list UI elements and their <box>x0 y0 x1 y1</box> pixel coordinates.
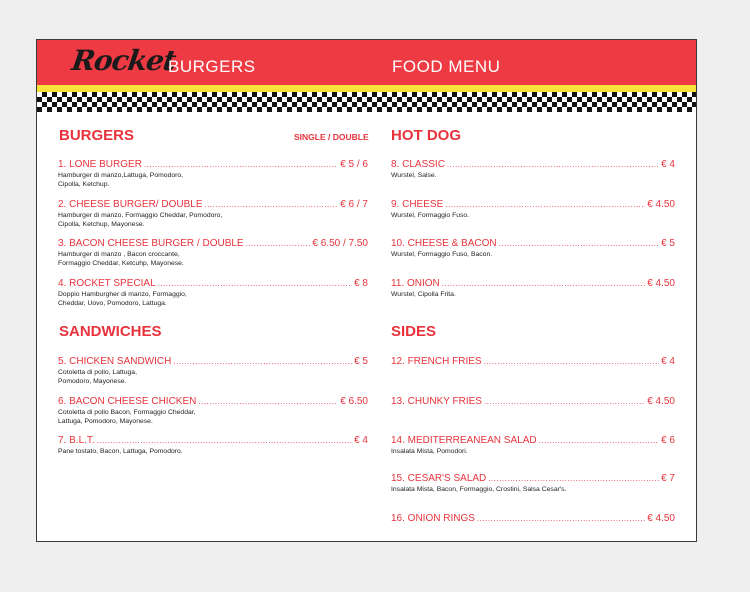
dot-leader <box>198 397 338 406</box>
item-description <box>391 211 675 220</box>
sides-item <box>391 473 675 494</box>
dot-leader <box>488 474 659 483</box>
hotdog-item <box>391 238 675 259</box>
item-name: 7. B.L.T. <box>58 435 95 446</box>
dot-leader <box>484 397 645 406</box>
item-row <box>58 159 368 170</box>
item-description <box>58 171 368 189</box>
item-name: 10. CHEESE & BACON <box>391 238 497 249</box>
item-description <box>58 211 368 229</box>
burgers-item <box>58 238 368 268</box>
item-row <box>58 356 368 367</box>
description-line: Cipolla, Ketchup. <box>58 181 110 188</box>
item-description <box>58 368 368 386</box>
item-price: € 4 <box>354 435 368 446</box>
item-name: 15. CESAR'S SALAD <box>391 473 487 484</box>
dot-leader <box>499 239 660 248</box>
description-line: Doppio Hamburgher di manzo, Formaggio, <box>58 291 187 298</box>
item-name: 8. CLASSIC <box>391 159 445 170</box>
item-name: 3. BACON CHEESE BURGER / DOUBLE <box>58 238 244 249</box>
item-name: 16. ONION RINGS <box>391 513 475 524</box>
rocket-logo: Rocket <box>69 44 178 77</box>
description-line: Pane tostato, Bacon, Lattuga, Pomodoro. <box>58 448 183 455</box>
item-description <box>58 250 368 268</box>
description-line: Formaggio Cheddar, Ketcuhp, Mayonese. <box>58 260 184 267</box>
sides-item <box>391 356 675 367</box>
dot-leader <box>246 239 311 248</box>
description-line: Wurstel, Formaggio Fuso. <box>391 212 470 219</box>
menu-title: FOOD MENU <box>392 57 501 76</box>
hotdog-item <box>391 278 675 299</box>
description-line: Pomodoro, Mayonese. <box>58 378 127 385</box>
item-price: € 6.50 / 7.50 <box>312 238 368 249</box>
item-name: 9. CHEESE <box>391 199 444 210</box>
item-price: € 5 / 6 <box>340 159 368 170</box>
sides-item <box>391 396 675 407</box>
dot-leader <box>173 357 352 366</box>
item-row <box>391 356 675 367</box>
item-price: € 4 <box>661 356 675 367</box>
item-price: € 4.50 <box>647 513 675 524</box>
dot-leader <box>445 200 645 209</box>
item-name: 11. ONION <box>391 278 440 289</box>
item-description <box>391 171 675 180</box>
item-price: € 6 <box>661 435 675 446</box>
item-description <box>58 290 368 308</box>
description-line: Wurstel, Formaggio Fuso, Bacon. <box>391 251 493 258</box>
item-row <box>391 473 675 484</box>
item-row <box>391 396 675 407</box>
description-line: Hamburger di manzo,Lattuga, Pomodoro, <box>58 172 184 179</box>
item-name: 2. CHEESE BURGER/ DOUBLE <box>58 199 203 210</box>
description-line: Hamburger di manzo, Formaggio Cheddar, Pomodoro, <box>58 212 223 219</box>
burgers-item <box>58 199 368 229</box>
sandwiches-item <box>58 356 368 386</box>
description-line: Cheddar, Uovo, Pomodoro, Lattuga. <box>58 300 167 307</box>
dot-leader <box>477 514 645 523</box>
dot-leader <box>97 436 352 445</box>
header-bar <box>37 40 696 85</box>
yellow-stripe <box>37 85 696 92</box>
item-name: 14. MEDITERREANEAN SALAD <box>391 435 537 446</box>
item-description <box>58 447 368 456</box>
item-row <box>391 513 675 524</box>
item-price: € 4 <box>661 159 675 170</box>
item-row <box>58 199 368 210</box>
description-line: Wurstel, Salse. <box>391 172 437 179</box>
item-price: € 8 <box>354 278 368 289</box>
description-line: Lattuga, Pomodoro, Mayonese. <box>58 418 153 425</box>
brand-subtitle: BURGERS <box>168 57 256 76</box>
item-description <box>391 250 675 259</box>
item-price: € 7 <box>661 473 675 484</box>
description-line: Insalata Mista, Bacon, Formaggio, Crostini, Salsa Cesar's. <box>391 486 567 493</box>
item-name: 13. CHUNKY FRIES <box>391 396 482 407</box>
item-row <box>58 238 368 249</box>
item-description <box>391 485 675 494</box>
item-price: € 5 <box>661 238 675 249</box>
item-description <box>391 290 675 299</box>
item-price: € 6.50 <box>340 396 368 407</box>
dot-leader <box>144 160 338 169</box>
item-name: 12. FRENCH FRIES <box>391 356 482 367</box>
hotdog-item <box>391 159 675 180</box>
dot-leader <box>442 279 645 288</box>
item-row <box>391 435 675 446</box>
burgers-item <box>58 278 368 308</box>
item-row <box>391 278 675 289</box>
item-price: € 4.50 <box>647 199 675 210</box>
item-row <box>58 396 368 407</box>
sandwiches-item <box>58 435 368 456</box>
description-line: Cotoletta di pollo Bacon, Formaggio Cheddar, <box>58 409 196 416</box>
item-name: 6. BACON CHEESE CHICKEN <box>58 396 197 407</box>
checkered-border <box>37 92 696 112</box>
burgers-item <box>58 159 368 189</box>
item-row <box>391 159 675 170</box>
dot-leader <box>204 200 338 209</box>
item-price: € 6 / 7 <box>340 199 368 210</box>
menu-card <box>36 39 697 542</box>
dot-leader <box>447 160 659 169</box>
sides-item <box>391 435 675 456</box>
dot-leader <box>539 436 659 445</box>
item-price: € 4.50 <box>647 278 675 289</box>
item-name: 5. CHICKEN SANDWICH <box>58 356 172 367</box>
item-row <box>391 238 675 249</box>
section-title-burgers: BURGERS <box>59 127 135 144</box>
item-description <box>58 408 368 426</box>
description-line: Insalata Mista, Pomodori. <box>391 448 468 455</box>
size-note: SINGLE / DOUBLE <box>294 132 369 142</box>
description-line: Cotoletta di pollo, Lattuga, <box>58 369 137 376</box>
dot-leader <box>158 279 352 288</box>
section-title-sides: SIDES <box>391 323 437 340</box>
item-row <box>391 199 675 210</box>
item-row <box>58 278 368 289</box>
item-name: 4. ROCKET SPECIAL <box>58 278 156 289</box>
dot-leader <box>484 357 660 366</box>
description-line: Hamburger di manzo , Bacon croccante, <box>58 251 180 258</box>
sides-item <box>391 513 675 524</box>
item-price: € 5 <box>354 356 368 367</box>
item-price: € 4.50 <box>647 396 675 407</box>
item-row <box>58 435 368 446</box>
item-description <box>391 447 675 456</box>
description-line: Cipolla, Ketchup, Mayonese. <box>58 221 145 228</box>
description-line: Wurstel, Cipolla Frita. <box>391 291 456 298</box>
hotdog-item <box>391 199 675 220</box>
section-title-hotdog: HOT DOG <box>391 127 461 144</box>
sandwiches-item <box>58 396 368 426</box>
item-name: 1. LONE BURGER <box>58 159 142 170</box>
section-title-sandwiches: SANDWICHES <box>59 323 162 340</box>
